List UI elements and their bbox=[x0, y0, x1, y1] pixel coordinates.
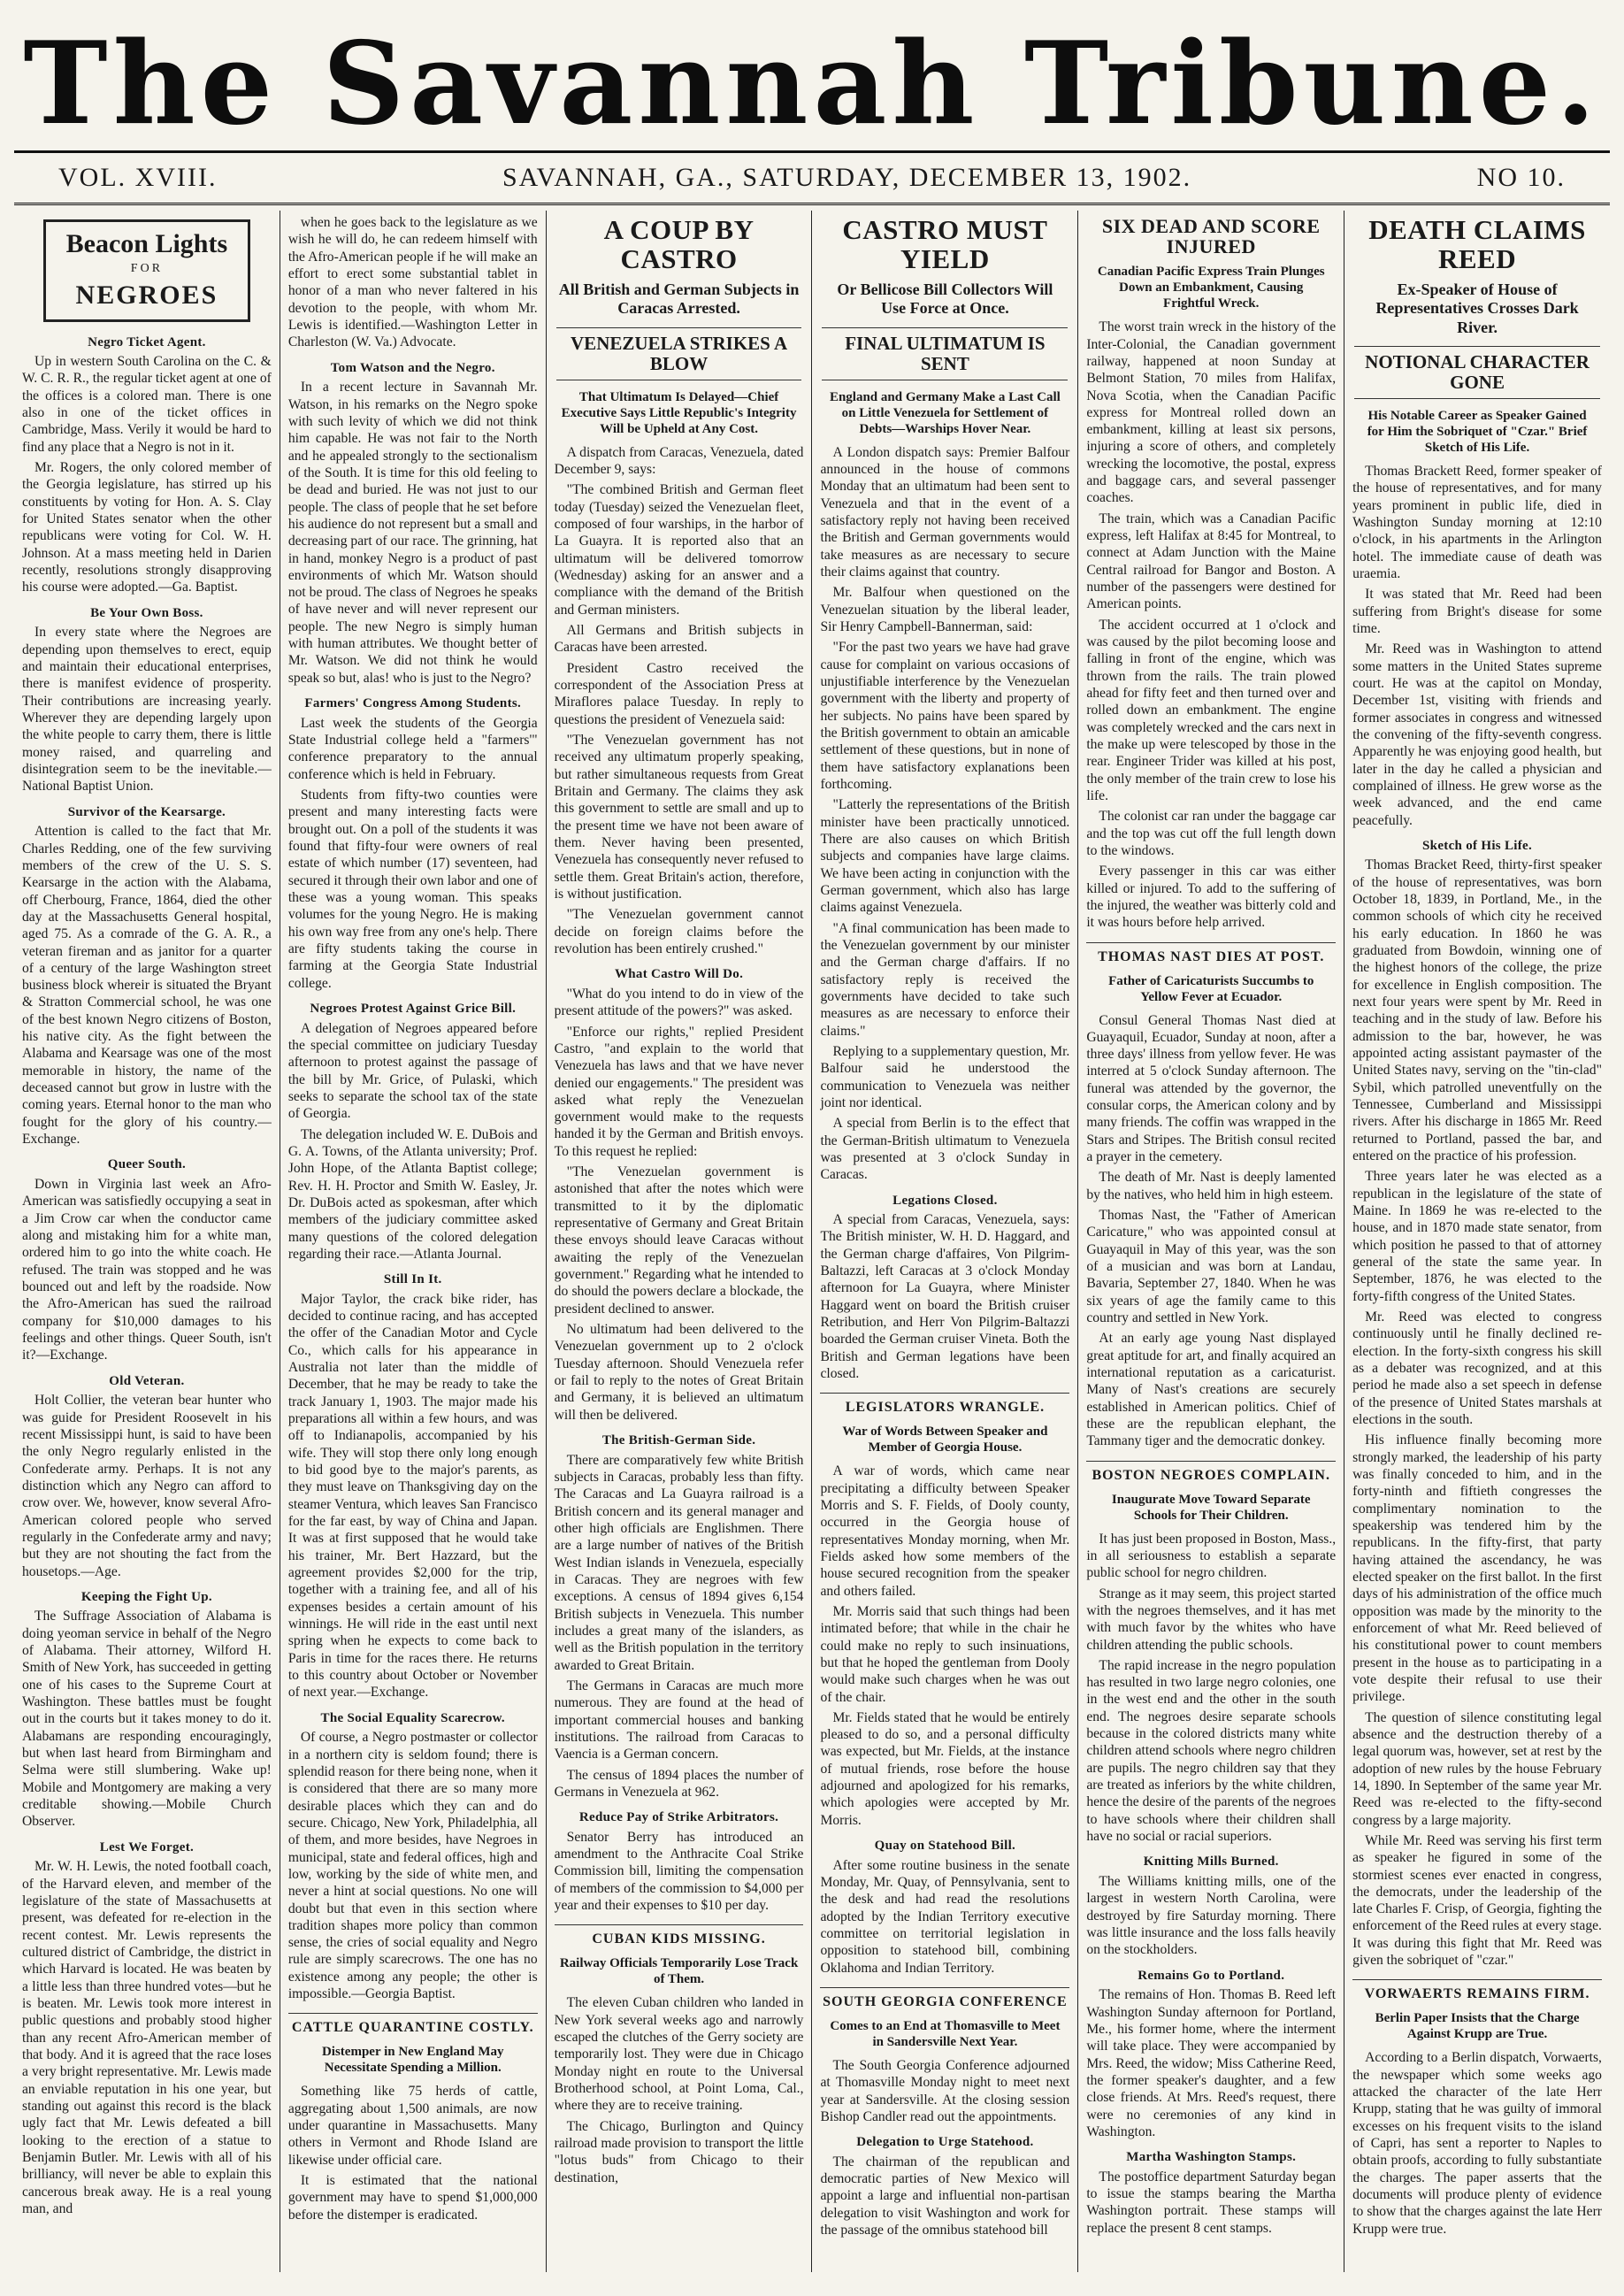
paragraph: A special from Caracas, Venezuela, says: The British minister, W. H. D. Haggard, and the German charge d'affaires, Von Pilgrim-Baltazzi, left Caracas at 3 o'clock Monday afternoon for La Guayra, where Minister Haggard went on board the British cruiser Retribution, and Herr Von Pilgrim-Baltazzi boarded the German cruiser Vineta. Both the British and German legations have been closed. bbox=[820, 1212, 1070, 1382]
paragraph: Consul General Thomas Nast died at Guayaquil, Ecuador, Sunday at noon, after a three days' illness from yellow fever. He was interred at 5 o'clock Sunday afternoon. The funeral was attended by the governor, the consular corps, the American colony and by many friends. The coffin was wrapped in the Stars and Stripes. The British consul recited a prayer in the cemetery. bbox=[1086, 1012, 1337, 1165]
paragraph: "Enforce our rights," replied President Castro, "and explain to the world that Venezuela has laws and that we have never denied our engagements." The president was asked what reply the Venezuelan government would make to the requests handed it by the German and British envoys. To this request he replied: bbox=[554, 1024, 804, 1159]
article-deck: Canadian Pacific Express Train Plunges Down an Embankment, Causing Frightful Wreck. bbox=[1097, 265, 1325, 311]
paragraph: The train, which was a Canadian Pacific express, left Halifax at 8:45 for Montreal, to connect at Adam Junction with the Maine Central railroad for Bangor and Boston. A number of the passengers were destined for American points. bbox=[1086, 511, 1337, 612]
logo-line-3: NEGROES bbox=[75, 280, 218, 311]
paragraph: The postoffice department Saturday began to issue the stamps bearing the Martha Washington portrait. These stamps will replace the present 8 cent stamps. bbox=[1086, 2169, 1337, 2236]
article-deck: NOTIONAL CHARACTER GONE bbox=[1354, 346, 1600, 399]
paragraph: "A final communication has been made to the Venezuelan government by our minister and the German charge d'affairs. If no satisfactory reply is received the governments have decided to take such measures as are necessary to enforce their claims." bbox=[820, 920, 1070, 1039]
paragraph: In every state where the Negroes are depending upon themselves to erect, equip and maintain their educational enterprises, there is manifest evidence of prosperity. Their contributions are increasing yearly. Wherever they are depending largely upon the white people to carry them, there is little money raised, and quarreling and disintegration seem to be the inevitable.—National Baptist Union. bbox=[22, 625, 272, 795]
volume-label: VOL. XVIII. bbox=[58, 163, 218, 192]
article-deck: Distemper in New England May Necessitate Spending a Million. bbox=[321, 2045, 504, 2076]
paragraph: Mr. Reed was elected to congress continuously until he finally declined re-election. In the forty-sixth congress his skill as a debater was recognized, and at this period he made also a set speech in defense of the presence of United States marshals at elections in the south. bbox=[1352, 1309, 1602, 1427]
paragraph: "The Venezuelan government cannot decide on foreign claims before the revolution has been entirely crushed." bbox=[554, 907, 804, 956]
paragraph: After some routine business in the senate Monday, Mr. Quay, of Pennsylvania, sent to the desk and had read the resolutions adopted by the Indian Territory executive committee on territorial legislation in opposition to statehood bill, combining Oklahoma and Indian Territory. bbox=[820, 1857, 1070, 1976]
paragraph: Strange as it may seem, this project started with the negroes themselves, and it has met with much favor by the whites who have children attending the public schools. bbox=[1086, 1586, 1337, 1653]
article-heading: Old Veteran. bbox=[109, 1373, 185, 1388]
paragraph: In a recent lecture in Savannah Mr. Watson, in his remarks on the Negro spoke with such levity of which we did not think him capable. He was not fair to the North and he appealed strongly to the sectionalism of the South. It is time for this old feeling to be dead and buried. He was not just to our people. The class of people that he set before his audience do not represent but a small and decreasing part of our race. The grinning, hat in hand, monkey Negro is a product of past environments of which Mr. Watson should not be proud. The class of Negroes he speaks of have never and will never represent our people. The new Negro is simply human with human attributes. We thought better of Mr. Watson. We did not think he would speak so but, alas! who is just to the Negro? bbox=[287, 380, 538, 686]
paragraph: The Williams knitting mills, one of the largest in western North Carolina, were destroyed by fire Saturday morning. There was little insurance and the loss falls heavily on the stockholders. bbox=[1086, 1874, 1337, 1958]
paragraph: "The Venezuelan government is astonished that after the notes which were transmitted to it by the diplomatic representative of Germany and Great Britain these envoys should leave Caracas without awaiting the reply of the Venezuelan government." Regarding what he intended to do should the powers declare a blockade, the president declined to answer. bbox=[554, 1164, 804, 1317]
paragraph: His influence finally becoming more strongly marked, the leadership of his party was finally conceded to him, and in the forty-ninth and fiftieth congresses the complimentary nomination to the speakership was tendered him by the republicans. In the fifty-first, that party having attained the ascendancy, he was elected speaker on the first ballot. In the first days of his administration of the office much opposition was made by the minority to the enforcement of what Mr. Reed believed of his constitutional power to count members present in the house as to participating in a vote despite their refusal to use their privilege. bbox=[1352, 1432, 1602, 1705]
paragraph: The colonist car ran under the baggage car and the top was cut off the full length down to the windows. bbox=[1086, 809, 1337, 859]
paragraph: Last week the students of the Georgia State Industrial college held a "farmers'" conference preparatory to the annual conference which is held in February. bbox=[287, 715, 538, 782]
paragraph: "For the past two years we have had grave cause for complaint on various occasions of unjustifiable interference by the Venezuelan government with the liberty and property of her subjects. No pains have been spared by the British government to obtain an amicable settlement of these questions, but in none of them have satisfactory explanations been forthcoming. bbox=[820, 640, 1070, 792]
issue-date: SAVANNAH, GA., SATURDAY, DECEMBER 13, 1902. bbox=[502, 163, 1192, 192]
paragraph: Students from fifty-two counties were present and many interesting facts were brought out. On a poll of the students it was found that fifty-four were owners of real estate of which number (17) seventeen, had secured it through their own labor and one of these was a young woman. This speaks volumes for the young Negro. He is making his own way free from any one's help. There are fifty students taking the course in farming at the Georgia State Industrial college. bbox=[287, 787, 538, 991]
paragraph: Mr. Rogers, the only colored member of the Georgia legislature, has stirred up his constituents by voting for Hon. A. S. Clay for United States senator when the other republicans were voting for Col. W. H. Johnson. At a mass meeting held in Darien recently, resolutions strongly disapproving his course were adopted.—Ga. Baptist. bbox=[22, 460, 272, 595]
paragraph: Thomas Nast, the "Father of American Caricature," who was appointed consul at Guayaquil in May of this year, was the son of a musician and was born at Landau, Bavaria, September 27, 1840. When he was six years of age the family came to this country and settled in New York. bbox=[1086, 1208, 1337, 1326]
article-headline: DEATH CLAIMS REED bbox=[1368, 214, 1586, 274]
paragraph: Mr. W. H. Lewis, the noted football coach, of the Harvard eleven, and member of the legislature of the state of Massachusetts at present, was defeated for re-election in the recent contest. Mr. Lewis represents the cultured district of Cambridge, the district in which Harvard is located. He was beaten by a little less than three hundred votes—but he is beaten. Mr. Lewis took more interest in public questions and probably stood higher than any recent Afro-American member of that body. And it is agreed that the race loses a very bright representative. Mr. Lewis made an enviable reputation in his one year, but standing out against this record is the black ugly fact that Mr. Lewis defeated a bill looking to the erection of a statue to Benjamin Butler. Mr. Lewis with all of his brilliancy, will never be able to explain this cancerous break away. He is a real young man, and bbox=[22, 1859, 272, 2216]
paragraph: The question of silence constituting legal absence and the destruction thereby of a legal quorum was, however, set at rest by the adoption of new rules by the house February 14, 1890. In September of the same year Mr. Reed was re-elected to the fifty-second congress by a large majority. bbox=[1352, 1709, 1602, 1828]
column-5 bbox=[1078, 211, 1344, 2272]
paragraph: The remains of Hon. Thomas B. Reed left Washington Sunday afternoon for Portland, Me., his former home, where the interment will take place. They were accompanied by Mrs. Reed, the widow; Miss Catherine Reed, the former speaker's daughter, and a few close friends. At Mrs. Reed's request, there were no ceremonies of any kind in Washington. bbox=[1086, 1987, 1337, 2139]
paragraph: A delegation of Negroes appeared before the special committee on judiciary Tuesday afternoon to protest against the passage of the bill by Mr. Grice, of Pulaski, which seeks to separate the school tax of the state of Georgia. bbox=[287, 1020, 538, 1122]
dateline-bar bbox=[14, 153, 1610, 205]
column-3 bbox=[547, 211, 813, 2272]
paragraph: The South Georgia Conference adjourned at Thomasville Monday night to meet next year at Sandersville. At the closing session Bishop Candler read out the appointments. bbox=[820, 2057, 1070, 2124]
issue-number: NO 10. bbox=[1476, 163, 1566, 192]
article-heading: Legations Closed. bbox=[892, 1193, 998, 1208]
paragraph: Down in Virginia last week an Afro-American was satisfiedly occupying a seat in a Jim Crow car when the conductor came along and mistaking him for a white man, ordered him to go into the white coach. He refused. The train was stopped and he was bounced out and left by the roadside. Now the Afro-American has sued the railroad company for $10,000 damages to his feelings and other things. Queer South, isn't it?—Exchange. bbox=[22, 1177, 272, 1363]
paragraph: Mr. Fields stated that he would be entirely pleased to do so, and a personal difficulty was expected, but Mr. Fields, at the instance of mutual friends, rose before the house adjourned and apologized for his remarks, which apologies were accepted by Mr. Morris. bbox=[820, 1709, 1070, 1828]
paragraph: Thomas Bracket Reed, thirty-first speaker of the house of representatives, was born October 18, 1839, in Portland, Me., in the common schools of which city he received his early education. In 1860 he was graduated from Bowdoin, winning one of the highest honors of the college, the prize for excellence in English composition. The next four years were spent by Mr. Reed in teaching and in the study of law. Before his admission to the bar, however, he was appointed acting assistant paymaster of the United States navy, serving on the "tin-clad" Sybil, which patrolled uneventfully on the Tennessee, Cumberland and Mississippi rivers. After his discharge in 1865 Mr. Reed returned to Portland, passed the bar, and entered on the practice of his profession. bbox=[1352, 857, 1602, 1164]
paragraph: Holt Collier, the veteran bear hunter who was guide for President Roosevelt in his recent Mississippi hunt, is said to have been the only Negro regularly enlisted in the Confederate army. Perhaps. It is not any distinction which any Negro can afford to crow over. We, however, know several Afro-American colored people who served regularly in the Confederate army and navy; but they are not shouting the fact from the housetops.—Age. bbox=[22, 1393, 272, 1579]
paragraph: Something like 75 herds of cattle, aggregating about 1,500 animals, are now under quarantine in Massachusetts. Many others in Vermont and Rhode Island are likewise under official care. bbox=[287, 2084, 538, 2168]
article-deck: Berlin Paper Insists that the Charge Against Krupp are True. bbox=[1375, 2011, 1580, 2042]
article-deck: War of Words Between Speaker and Member of Georgia House. bbox=[842, 1424, 1048, 1455]
article-headline: CUBAN KIDS MISSING. bbox=[555, 1924, 804, 1948]
paragraph: when he goes back to the legislature as we wish he will do, he can redeem himself with the Afro-American people if he will make an effort to erect some substantial tablet in honor of a man who never faltered in his devotion to the people, with whom Mr. Lewis is identified.—Washington Letter in Charleston (W. Va.) Advocate. bbox=[287, 215, 538, 350]
paragraph: Attention is called to the fact that Mr. Charles Redding, one of the few surviving members of the crew of the U. S. S. Kearsarge in the action with the Alabama, off Cherbourg, France, 1864, died the other day at the Massachusetts General hospital, aged 75. As a comrade of the G. A. R., a veteran fireman and as janitor for a quarter of a century of the large Washington street business block whereir is situated the Bryant & Stratton Commercial school, he was one of the best known Negro citizens of Boston, his native city. As the fight between the Alabama and Kearsage was one of the most memorable in history, the name of the deceased cannot but grow in lustre with the coming years. Eternal honor to the man who fought for the glory of his country.—Exchange. bbox=[22, 824, 272, 1148]
paragraph: Mr. Balfour when questioned on the Venezuelan situation by the liberal leader, Sir Henry Campbell-Bannerman, said: bbox=[820, 585, 1070, 635]
article-headline: CATTLE QUARANTINE COSTLY. bbox=[288, 2013, 538, 2037]
paragraph: Of course, a Negro postmaster or collector in a northern city is seldom found; there is splendid reason for there being none, when it is considered that there are so many more desirable places which they can and do secure. Chicago, New York, Philadelphia, all of them, and more besides, have Negroes in municipal, state and federal offices, high and low, working by the side of white men, and never a hint at social questions. No one will doubt but that even in this section where tradition shapes more policy than common sense, the cries of social equality and Negro rule are simply scarecrows. The one has no existence among any people; the other is impossible.—Georgia Baptist. bbox=[287, 1730, 538, 2002]
paragraph: The delegation included W. E. DuBois and G. A. Towns, of the Atlanta university; Prof. John Hope, of the Atlanta Baptist college; Rev. H. H. Proctor and Smith W. Easley, Jr. Dr. DuBois acted as spokesman, after which members of the judiciary committee asked many questions of the colored delegation regarding their race.—Atlanta Journal. bbox=[287, 1126, 538, 1262]
article-heading: The British-German Side. bbox=[601, 1433, 756, 1448]
paragraph: The census of 1894 places the number of Germans in Venezuela at 962. bbox=[554, 1767, 804, 1800]
columns bbox=[14, 211, 1610, 2272]
masthead bbox=[14, 18, 1610, 153]
paragraph: "What do you intend to do in view of the present attitude of the powers?" was asked. bbox=[554, 986, 804, 1019]
paragraph: The Chicago, Burlington and Quincy railroad made provision to transport the little "lotus buds" from Chicago to their destination, bbox=[554, 2118, 804, 2185]
paragraph: Mr. Morris said that such things had been intimated before; that while in the chair he could make no reply to such insinuations, but that he hoped the gentleman from Dooly would make such charges when he was out of the chair. bbox=[820, 1603, 1070, 1705]
article-headline: THOMAS NAST DIES AT POST. bbox=[1086, 942, 1336, 966]
article-heading: Queer South. bbox=[107, 1157, 187, 1172]
article-heading: Martha Washington Stamps. bbox=[1126, 2150, 1297, 2165]
article-heading: Knitting Mills Burned. bbox=[1143, 1854, 1279, 1870]
article-heading: Lest We Forget. bbox=[99, 1839, 195, 1854]
paragraph: All Germans and British subjects in Caracas have been arrested. bbox=[554, 623, 804, 656]
article-deck: FINAL ULTIMATUM IS SENT bbox=[822, 327, 1068, 380]
article-heading: Reduce Pay of Strike Arbitrators. bbox=[578, 1810, 779, 1825]
article-heading: Delegation to Urge Statehood. bbox=[856, 2135, 1034, 2150]
paragraph: According to a Berlin dispatch, Vorwaerts, the newspaper which some weeks ago attacked the character of the late Herr Krupp, stating that he was guilty of immoral excesses on his frequent visits to the island of Capri, has sent a reporter to Naples to obtain proofs, according to fully substantiate the charges. The paper asserts that the documents will produce plenty of evidence to show that the charges against the late Herr Krupp were true. bbox=[1352, 2050, 1602, 2237]
article-deck: Railway Officials Temporarily Lose Track of Them. bbox=[559, 1956, 799, 1987]
paragraph: The rapid increase in the negro population has resulted in two large negro colonies, one in the west end and the other in the south end. The negroes desire separate schools because in the colored districts many white children attend schools where negro children are pupils. The negro children say that they are treated as inferiors by the white children, hence the desire of the parents of the negroes to have schools where their children shall have no social or racial superiors. bbox=[1086, 1657, 1337, 1845]
article-headline: SIX DEAD AND SCORE INJURED bbox=[1101, 215, 1321, 258]
article-deck: Comes to an End at Thomasville to Meet in Sandersville Next Year. bbox=[830, 2018, 1061, 2049]
paragraph: "The Venezuelan government has not received any ultimatum properly speaking, but rather simultaneous requests from Great Britain and Germany. The claims they ask this government to settle are small and up to the present time we have not been aware of them. Never having been presented, Venezuela has consequently never refused to settle them. Great Britain's action, therefore, is without justification. bbox=[554, 733, 804, 902]
article-deck: VENEZUELA STRIKES A BLOW bbox=[556, 327, 802, 380]
paragraph: At an early age young Nast displayed great aptitude for art, and finally acquired an international reputation as a caricaturist. Many of Nast's creations are securely established in American politics. Chief of these are the republican elephant, the Tammany tiger and the democratic donkey. bbox=[1086, 1331, 1337, 1449]
paragraph: While Mr. Reed was serving his first term as speaker he figured in some of the stormiest scenes ever enacted in congress, the democrats, under the leadership of the late Charles F. Crisp, of Georgia, fighting the enforcement of the Reed rules at every stage. It was during this fight that Mr. Reed was given the sobriquet of "czar." bbox=[1352, 1832, 1602, 1969]
article-heading: The Social Equality Scarecrow. bbox=[320, 1710, 505, 1725]
article-heading: Farmers' Congress Among Students. bbox=[304, 696, 522, 711]
article-heading: Still In It. bbox=[383, 1272, 442, 1287]
article-heading: Tom Watson and the Negro. bbox=[330, 360, 495, 375]
article-heading: What Castro Will Do. bbox=[614, 967, 744, 982]
article-headline: CASTRO MUST YIELD bbox=[842, 214, 1048, 274]
newspaper-title: The Savannah Tribune. bbox=[23, 18, 1601, 150]
logo-line-2: FOR bbox=[130, 262, 164, 275]
paragraph: President Castro received the correspondent of the Association Press at Miraflores palace Tuesday. In reply to questions the president of Venezuela said: bbox=[554, 660, 804, 727]
paragraph: It is estimated that the national government may have to spend $1,000,000 before the distemper is eradicated. bbox=[287, 2172, 538, 2223]
paragraph: Every passenger in this car was either killed or injured. To add to the suffering of the injured, the weather was bitterly cold and it was hours before help arrived. bbox=[1086, 864, 1337, 931]
article-deck: That Ultimatum Is Delayed—Chief Executive Says Little Republic's Integrity Will be Upheld at Any Cost. bbox=[561, 389, 797, 436]
paragraph: A London dispatch says: Premier Balfour announced in the house of commons Monday that an ultimatum had been sent to Venezuela and that in the event of a satisfactory reply not having been received the British and German governments would take measures as are necessary to secure their claims against that country. bbox=[820, 444, 1070, 580]
paragraph: Major Taylor, the crack bike rider, has decided to continue racing, and has accepted the offer of the Canadian Motor and Cycle Co., which calls for his appearance in Australia not later than the middle of December, that he may be ready to take the track January 1, 1903. The major made his preparations all within a few hours, and was off to Indianapolis, accompanied by his wife. They will stop there only long enough to bid good bye to the major's parents, as they must leave on Thanksgiving day on the steamer Ventura, which leaves San Francisco for the far east, by way of China and Japan. It was at first supposed that he would take his trainer, Mr. Bert Hazzard, but the agreement provides $2,000 for the trip, together with a training fee, and all of his expenses besides a certain amount of his winnings. He will ride in the east until next spring when he expects to come back to Paris in time for the races there. He returns to this country about October or November of next year.—Exchange. bbox=[287, 1291, 538, 1701]
article-heading: Negro Ticket Agent. bbox=[88, 334, 206, 349]
paragraph: It has just been proposed in Boston, Mass., in all seriousness to establish a separate public school for negro children. bbox=[1086, 1531, 1337, 1581]
paragraph: Up in western South Carolina on the C. & W. C. R. R., the regular ticket agent at one of the offices is a colored man. There is one also in one of the ticket offices in Cambridge, Mass. Verily it would be hard to find any place that a Negro is not in it. bbox=[22, 354, 272, 455]
article-heading: Remains Go to Portland. bbox=[1138, 1968, 1285, 1983]
article-headline: A COUP BY CASTRO bbox=[603, 214, 755, 274]
paragraph: Thomas Brackett Reed, former speaker of the house of representatives, and for many years prominent in public life, died in Washington Sunday morning at 12:10 o'clock, in his apartments in the Arlington hotel. The immediate cause of death was uraemia. bbox=[1352, 463, 1602, 581]
paragraph: The eleven Cuban children who landed in New York several weeks ago and narrowly escaped the clutches of the Gerry society are temporarily lost. They were due in Chicago Monday night en route to the Universal Brotherhood school, at Point Loma, Cal., where they are to receive training. bbox=[554, 1995, 804, 2114]
paragraph: No ultimatum had been delivered to the Venezuelan government up to 2 o'clock Tuesday afternoon. Should Venezuela refer or fail to reply to the notes of Great Britain and Germany, it is believed an ultimatum will then be delivered. bbox=[554, 1322, 804, 1423]
paragraph: "Latterly the representations of the British minister have been practically unnoticed. There are also causes on which British subjects and companies have large claims. We have been acting in conjunction with the German government, which also has large claims against Venezuela. bbox=[820, 797, 1070, 916]
paragraph: The accident occurred at 1 o'clock and was caused by the pilot becoming loose and falling in front of the engine, which was thrown from the rails. The train plowed ahead for fifty feet and then turned over and rolled down an embankment. The engine was completely wrecked and the cars next in the make up were telescoped by those in the rear. Engineer Trider was killed at his post, the only member of the train crew to lose his life. bbox=[1086, 617, 1337, 804]
logo-line-1: Beacon Lights bbox=[65, 229, 228, 258]
article-heading: Sketch of His Life. bbox=[1422, 838, 1533, 853]
paragraph: A dispatch from Caracas, Venezuela, dated December 9, says: bbox=[554, 444, 804, 478]
article-heading: Be Your Own Boss. bbox=[90, 605, 203, 620]
column-2 bbox=[280, 211, 547, 2272]
paragraph: A war of words, which came near precipitating a difficulty between Speaker Morris and S. F. Fields, of Dooly county, occurred in the Georgia house of representatives Monday morning, when Mr. Fields asked how some members of the house secured recognition from the speaker and others failed. bbox=[820, 1463, 1070, 1599]
article-deck: All British and German Subjects in Caracas Arrested. bbox=[558, 280, 800, 318]
article-deck: Or Bellicose Bill Collectors Will Use Force at Once. bbox=[837, 280, 1053, 318]
article-deck: His Notable Career as Speaker Gained for Him the Sobriquet of "Czar." Brief Sketch of His Life. bbox=[1367, 408, 1588, 455]
paragraph: Replying to a supplementary question, Mr. Balfour said he understood the communication to Venezuela was neither joint nor identical. bbox=[820, 1043, 1070, 1110]
column-6 bbox=[1344, 211, 1610, 2272]
paragraph: "The combined British and German fleet today (Tuesday) seized the Venezuelan fleet, composed of four warships, in the harbor of La Guayra. It is reported also that an ultimatum will be delivered tomorrow (Wednesday) asking for an answer and a compliance with the demand of the British and German ministers. bbox=[554, 482, 804, 618]
paragraph: The Suffrage Association of Alabama is doing yeoman service in behalf of the Negro of Alabama. Their attorney, Wilford H. Smith of New York, has succeeded in getting one of his cases to the Supreme Court at Washington. These battles must be fought out in the courts but it takes money to do it. Alabamans are responding encouragingly, but when last heard from Birmingham and Selma were still slumbering. Wake up! Mobile and Montgomery are making a very creditable showing.—Mobile Church Observer. bbox=[22, 1609, 272, 1830]
article-heading: Survivor of the Kearsarge. bbox=[67, 804, 226, 819]
paragraph: There are comparatively few white British subjects in Caracas, probably less than fifty. The Caracas and La Guayra railroad is a British concern and its general manager and other high officials are Englishmen. There are a large number of natives of the British West Indian islands in Venezuela, especially in Caracas. They are negroes with few exceptions. A census of 1894 gives 6,154 British subjects in Venezuela. This number includes a great many of the islanders, as well as the British population in the territory awarded to Great Britain. bbox=[554, 1452, 804, 1673]
column-1 bbox=[14, 211, 280, 2272]
paragraph: The worst train wreck in the history of the Inter-Colonial, the Canadian government railway, happened at noon Sunday at Belmont Station, 70 miles from Halifax, Nova Scotia, when the Canadian Pacific express for Montreal rolled down an embankment, killing at least six persons, injuring a score of others, and completely wrecking the locomotive, the postal, express and baggage cars, and several passenger coaches. bbox=[1086, 319, 1337, 506]
article-heading: Keeping the Fight Up. bbox=[80, 1589, 212, 1604]
article-headline: LEGISLATORS WRANGLE. bbox=[820, 1393, 1069, 1417]
paragraph: Three years later he was elected as a republican in the legislature of the state of Maine. In 1869 he was re-elected to the house, and in 1870 made state senator, from which position he passed to that of attorney general of the state the same year. In September, 1876, he was elected to the forty-fifth congress of the United States. bbox=[1352, 1169, 1602, 1304]
article-deck: England and Germany Make a Last Call on Little Venezuela for Settlement of Debts—Warships Hover Near. bbox=[829, 389, 1061, 436]
article-deck: Father of Caricaturists Succumbs to Yellow Fever at Ecuador. bbox=[1108, 973, 1314, 1004]
paragraph: The chairman of the republican and democratic parties of New Mexico will appoint a large and influential non-partisan delegation to visit Washington and work for the passage of the omnibus statehood bill bbox=[820, 2154, 1070, 2238]
paragraph: The Germans in Caracas are much more numerous. They are found at the head of important commercial houses and banking institutions. The railroad from Caracas to Vaencia is a German concern. bbox=[554, 1678, 804, 1762]
article-deck: Ex-Speaker of House of Representatives Crosses Dark River. bbox=[1375, 280, 1579, 336]
article-headline: VORWAERTS REMAINS FIRM. bbox=[1352, 1979, 1602, 2003]
paragraph: It was stated that Mr. Reed had been suffering from Bright's disease for some time. bbox=[1352, 587, 1602, 636]
article-deck: Inaugurate Move Toward Separate Schools for Their Children. bbox=[1111, 1492, 1311, 1523]
paragraph: Senator Berry has introduced an amendment to the Anthracite Coal Strike Commission bill, limiting the compensation of members of the commission to $4,000 per year and their expenses to $10 per day. bbox=[554, 1829, 804, 1914]
article-heading: Negroes Protest Against Grice Bill. bbox=[310, 1001, 517, 1016]
article-headline: SOUTH GEORGIA CONFERENCE bbox=[820, 1987, 1069, 2011]
paragraph: A special from Berlin is to the effect that the German-British ultimatum to Venezuela was presented at 3 o'clock Sunday in Caracas. bbox=[820, 1116, 1070, 1183]
article-headline: BOSTON NEGROES COMPLAIN. bbox=[1086, 1461, 1336, 1485]
article-heading: Quay on Statehood Bill. bbox=[874, 1839, 1016, 1854]
column-4 bbox=[812, 211, 1078, 2272]
beacon-lights-logo bbox=[43, 219, 250, 322]
paragraph: The death of Mr. Nast is deeply lamented by the natives, who held him in high esteem. bbox=[1086, 1170, 1337, 1202]
paragraph: Mr. Reed was in Washington to attend some matters in the United States supreme court. He was at the capitol on Monday, December 1st, visiting with friends and former associates in congress and witnessed the convening of the fifty-seventh congress. Apparently he was enjoying good health, but later in the day he called a physician and complained of illness. He grew worse as the week advanced, and the end came peacefully. bbox=[1352, 641, 1602, 828]
